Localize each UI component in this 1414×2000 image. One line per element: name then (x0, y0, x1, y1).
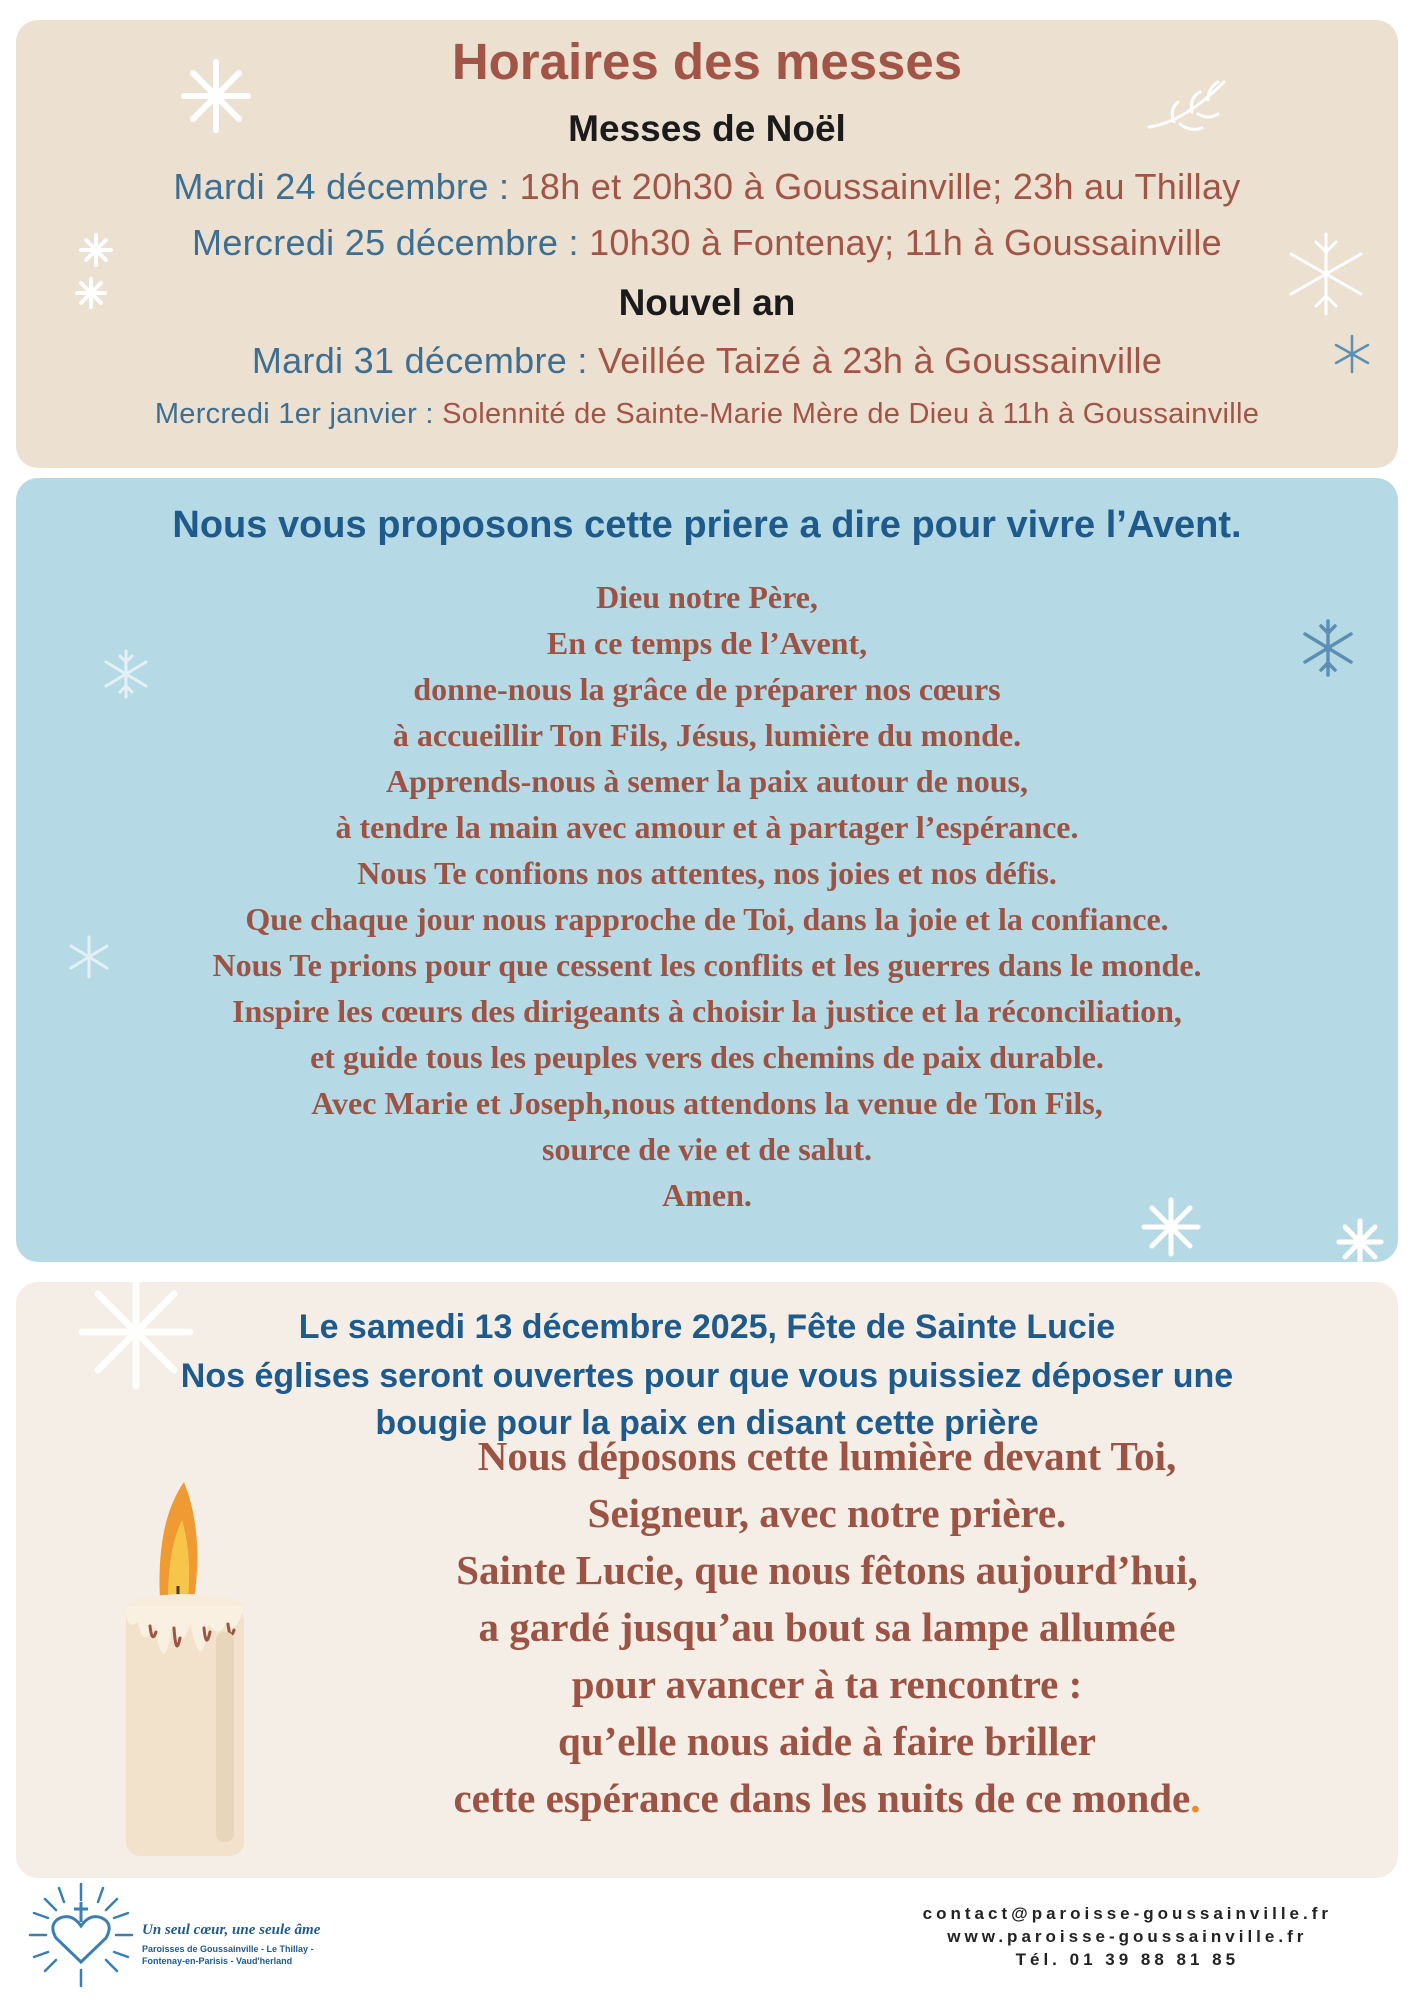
radiant-heart-icon (26, 1880, 136, 1990)
prayer-line: Que chaque jour nous rapproche de Toi, dans la joie et la confiance. (245, 901, 1169, 937)
logo-slogan: Un seul cœur, une seule âme (142, 1922, 321, 1938)
mass-times: Solennité de Sainte-Marie Mère de Dieu à 11h à Goussainville (442, 398, 1260, 430)
prayer-line: cette espérance dans les nuits de ce monde (453, 1775, 1191, 1821)
date-label: Mercredi 25 décembre : (192, 222, 590, 263)
prayer-line: Avec Marie et Joseph,nous attendons la venue de Ton Fils, (311, 1085, 1103, 1121)
new-year-mass-2 (16, 398, 1398, 431)
logo-parishes-2: Fontenay-en-Parisis - Vaud'herland (142, 1956, 293, 1966)
prayer-line: à accueillir Ton Fils, Jésus, lumière du monde. (392, 717, 1022, 753)
prayer-line: Nous Te prions pour que cessent les conflits et les guerres dans le monde. (212, 947, 1202, 983)
lucie-heading-line2: Nos églises seront ouvertes pour que vous puissiez déposer une (180, 1357, 1234, 1395)
prayer-line: qu’elle nous aide à faire briller (558, 1718, 1096, 1764)
contact-email[interactable]: contact@paroisse-goussainville.fr (922, 1904, 1332, 1923)
prayer-line: Nous Te confions nos attentes, nos joies et nos défis. (357, 855, 1057, 891)
date-label: Mardi 31 décembre : (251, 340, 598, 381)
page-title: Horaires des messes (451, 33, 963, 90)
parish-logo (26, 1880, 336, 1990)
mass-times: 18h et 20h30 à Goussainville; 23h au Thillay (519, 166, 1241, 207)
advent-prayer-panel (16, 478, 1398, 1262)
prayer-line: a gardé jusqu’au bout sa lampe allumée (478, 1604, 1176, 1650)
prayer-line: En ce temps de l’Avent, (546, 625, 868, 661)
prayer-line: source de vie et de salut. (541, 1131, 873, 1167)
prayer-line: Amen. (662, 1177, 752, 1213)
new-year-heading: Nouvel an (618, 282, 796, 323)
contact-block (923, 1902, 1332, 1971)
prayer-line-last (356, 1770, 1298, 1827)
mass-schedule-panel (16, 20, 1398, 468)
christmas-mass-2 (16, 222, 1398, 264)
prayer-line: Nous déposons cette lumière devant Toi, (477, 1433, 1177, 1479)
advent-heading: Nous vous proposons cette priere a dire pour vivre l’Avent. (172, 504, 1242, 546)
prayer-line: pour avancer à ta rencontre : (571, 1661, 1083, 1707)
prayer-line: Apprends-nous à semer la paix autour de nous, (386, 763, 1028, 799)
lucie-heading-line3: bougie pour la paix en disant cette prière (375, 1404, 1039, 1442)
final-dot: . (1190, 1775, 1201, 1821)
date-label: Mercredi 1er janvier : (154, 398, 443, 430)
prayer-line: donne-nous la grâce de préparer nos cœurs (413, 671, 1001, 707)
prayer-line: et guide tous les peuples vers des chemins de paix durable. (310, 1039, 1104, 1075)
lucie-prayer-text (356, 1428, 1298, 1827)
prayer-line: Inspire les cœurs des dirigeants à choisir la justice et la réconciliation, (232, 993, 1182, 1029)
prayer-line: à tendre la main avec amour et à partager l’espérance. (335, 809, 1079, 845)
new-year-mass-1 (16, 340, 1398, 382)
advent-prayer-text (16, 574, 1398, 1218)
contact-phone[interactable]: Tél. 01 39 88 81 85 (1015, 1950, 1240, 1969)
mass-times: 10h30 à Fontenay; 11h à Goussainville (589, 222, 1222, 263)
prayer-line: Dieu notre Père, (596, 579, 818, 615)
prayer-line: Seigneur, avec notre prière. (587, 1490, 1067, 1536)
christmas-heading: Messes de Noël (568, 108, 846, 149)
date-label: Mardi 24 décembre : (173, 166, 520, 207)
prayer-line: Sainte Lucie, que nous fêtons aujourd’hui, (456, 1547, 1198, 1593)
lucie-heading-date: Le samedi 13 décembre 2025, Fête de Sainte Lucie (298, 1308, 1116, 1346)
logo-parishes-1: Paroisses de Goussainville - Le Thillay - (142, 1944, 314, 1954)
candle-icon (116, 1482, 256, 1862)
christmas-mass-1 (16, 166, 1398, 208)
contact-website[interactable]: www.paroisse-goussainville.fr (947, 1927, 1308, 1946)
sainte-lucie-panel (16, 1282, 1398, 1878)
mass-times: Veillée Taizé à 23h à Goussainville (597, 340, 1163, 381)
sparkle-star-icon (1336, 1218, 1384, 1266)
